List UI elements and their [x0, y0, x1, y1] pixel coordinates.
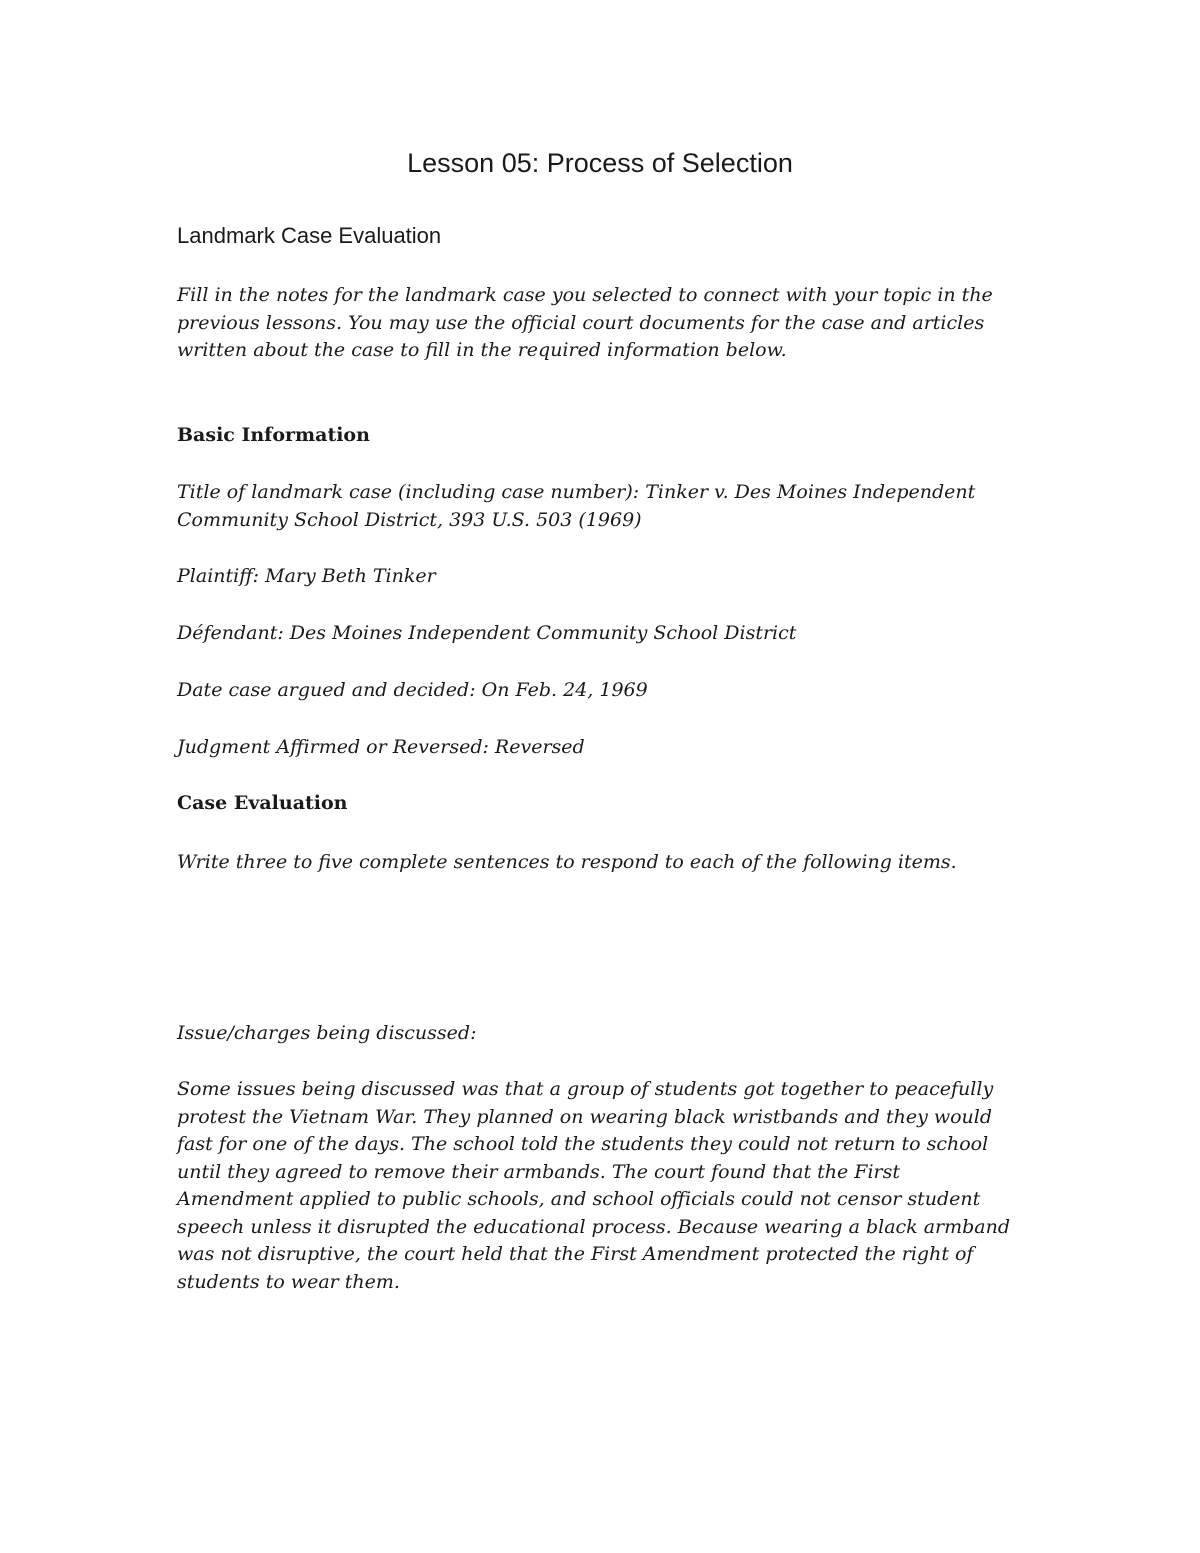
basic-info-heading: Basic Information	[177, 424, 370, 446]
case-title-field: Title of landmark case (including case number): Tinker v. Des Moines Independent Community School District, 393 U.S. 503 (1969)	[177, 481, 976, 531]
issue-answer: Some issues being discussed was that a group of students got together to peacefully protest the Vietnam War. They planned on wearing black wristbands and they would fast for one of the days. The school told the students they could not return to school until they agreed to remove their armbands. The court found that the First Amendment applied to public schools, and school officials could not censor student speech unless it disrupted the educational process. Because wearing a black armband was not disruptive, the court held that the First Amendment protected the right of students to wear them.	[177, 1078, 1011, 1293]
instructions-text: Fill in the notes for the landmark case you selected to connect with your topic in the previous lessons. You may use the official court documents for the case and articles written about the case to fill in the required information below.	[177, 284, 993, 361]
defendant-field: Défendant: Des Moines Independent Community School District	[177, 622, 797, 644]
issue-label: Issue/charges being discussed:	[177, 1022, 477, 1044]
judgment-field: Judgment Affirmed or Reversed: Reversed	[177, 736, 585, 758]
page-title: Lesson 05: Process of Selection	[407, 148, 793, 178]
plaintiff-field: Plaintiff: Mary Beth Tinker	[177, 565, 436, 587]
evaluation-prompt: Write three to five complete sentences to respond to each of the following items.	[177, 851, 957, 873]
section-subtitle: Landmark Case Evaluation	[177, 223, 442, 248]
date-field: Date case argued and decided: On Feb. 24, 1969	[177, 679, 648, 701]
case-evaluation-heading: Case Evaluation	[177, 792, 348, 814]
